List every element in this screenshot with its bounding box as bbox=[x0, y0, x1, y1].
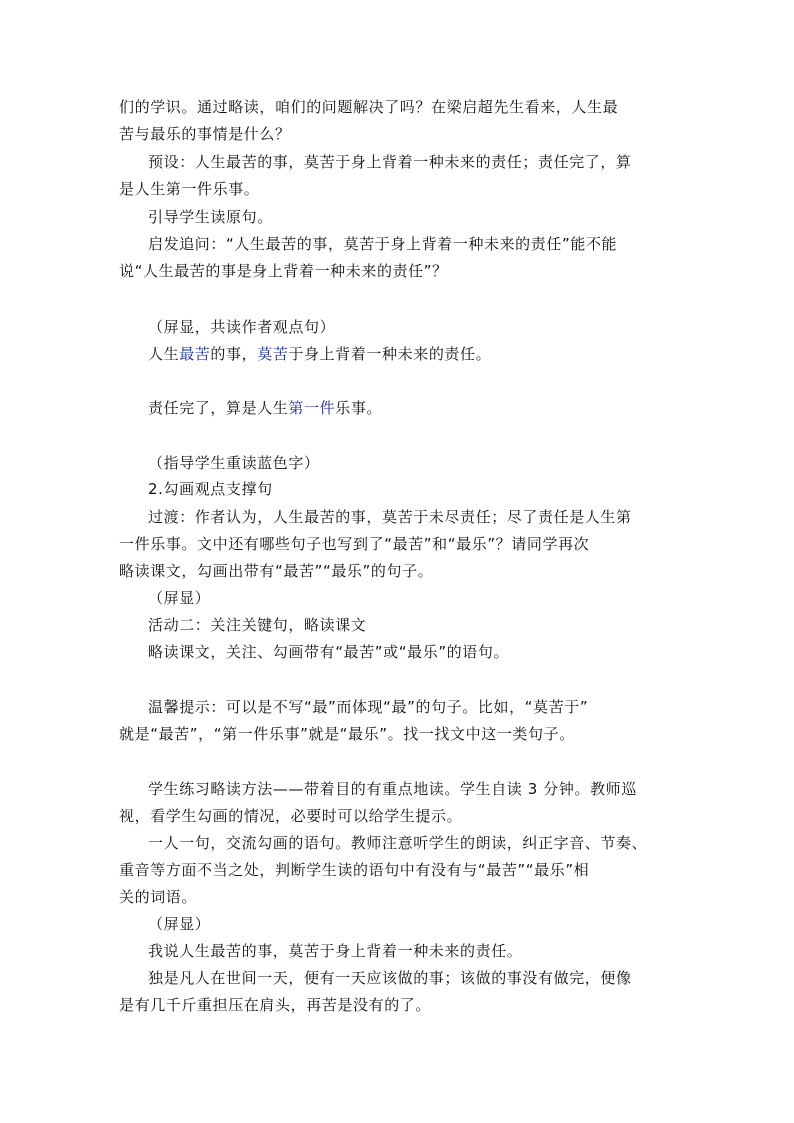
screen-note: （屏显） bbox=[148, 589, 211, 607]
transition-line: 略读课文，勾画出带有“最苦”“最乐”的句子。 bbox=[119, 562, 434, 580]
exchange-line: 关的词语。 bbox=[119, 888, 198, 906]
follow-up-question-line: 说“人生最苦的事是身上背着一种未来的责任”？ bbox=[119, 262, 448, 280]
screen-note: （屏显，共读作者观点句） bbox=[148, 318, 336, 336]
activity-title: 活动二：关注关键句，略读课文 bbox=[148, 616, 367, 634]
activity-description: 略读课文，关注、勾画带有“最苦”或“最乐”的语句。 bbox=[148, 643, 510, 661]
section-heading: 2.勾画观点支撑句 bbox=[148, 480, 273, 498]
quoted-sentence: 独是凡人在世间一天，便有一天应该做的事；该做的事没有做完，便像 bbox=[148, 969, 632, 987]
transition-line: 过渡：作者认为，人生最苦的事，莫苦于未尽责任；尽了责任是人生第 bbox=[148, 508, 632, 526]
instruction-line: 引导学生读原句。 bbox=[148, 208, 273, 226]
screen-note: （屏显） bbox=[148, 915, 211, 933]
author-view-quote bbox=[148, 343, 491, 364]
preset-answer-line: 预设：人生最苦的事，莫苦于身上背着一种未来的责任；责任完了，算 bbox=[148, 153, 632, 171]
quote-text: 的事， bbox=[210, 345, 258, 363]
author-view-quote bbox=[148, 397, 382, 418]
exchange-line: 重音等方面不当之处，判断学生读的语句中有没有与“最苦”“最乐”相 bbox=[119, 861, 590, 879]
tip-line: 温馨提示：可以是不写“最”而体现“最”的句子。比如，“莫苦于” bbox=[148, 698, 589, 716]
quote-text: 于身上背着一种未来的责任。 bbox=[288, 345, 492, 363]
tip-line: 就是“最苦”，“第一件乐事”就是“最乐”。找一找文中这一类句子。 bbox=[119, 725, 575, 743]
quote-emphasis: 第一件 bbox=[288, 399, 336, 417]
paragraph-line: 苦与最乐的事情是什么？ bbox=[119, 125, 291, 143]
quote-text: 人生 bbox=[148, 345, 180, 363]
paragraph-line: 们的学识。通过略读，咱们的问题解决了吗？在梁启超先生看来，人生最 bbox=[119, 98, 619, 116]
exchange-line: 一人一句，交流勾画的语句。教师注意听学生的朗读，纠正字音、节奏、 bbox=[148, 834, 648, 852]
quoted-sentence: 我说人生最苦的事，莫苦于身上背着一种未来的责任。 bbox=[148, 942, 523, 960]
practice-line: 学生练习略读方法——带着目的有重点地读。学生自读 3 分钟。教师巡 bbox=[148, 780, 637, 798]
quote-text: 乐事。 bbox=[335, 399, 383, 417]
guide-note: （指导学生重读蓝色字） bbox=[148, 454, 320, 472]
quoted-sentence: 是有几千斤重担压在肩头，再苦是没有的了。 bbox=[119, 996, 432, 1014]
follow-up-question-line: 启发追问：“人生最苦的事，莫苦于身上背着一种未来的责任”能不能 bbox=[148, 235, 618, 253]
preset-answer-line: 是人生第一件乐事。 bbox=[119, 180, 260, 198]
transition-line: 一件乐事。文中还有哪些句子也写到了“最苦”和“最乐”？请同学再次 bbox=[119, 535, 590, 553]
quote-emphasis: 最苦 bbox=[179, 345, 211, 363]
quote-text: 责任完了，算是人生 bbox=[148, 399, 289, 417]
quote-emphasis: 莫苦 bbox=[257, 345, 289, 363]
practice-line: 视，看学生勾画的情况，必要时可以给学生提示。 bbox=[119, 807, 463, 825]
